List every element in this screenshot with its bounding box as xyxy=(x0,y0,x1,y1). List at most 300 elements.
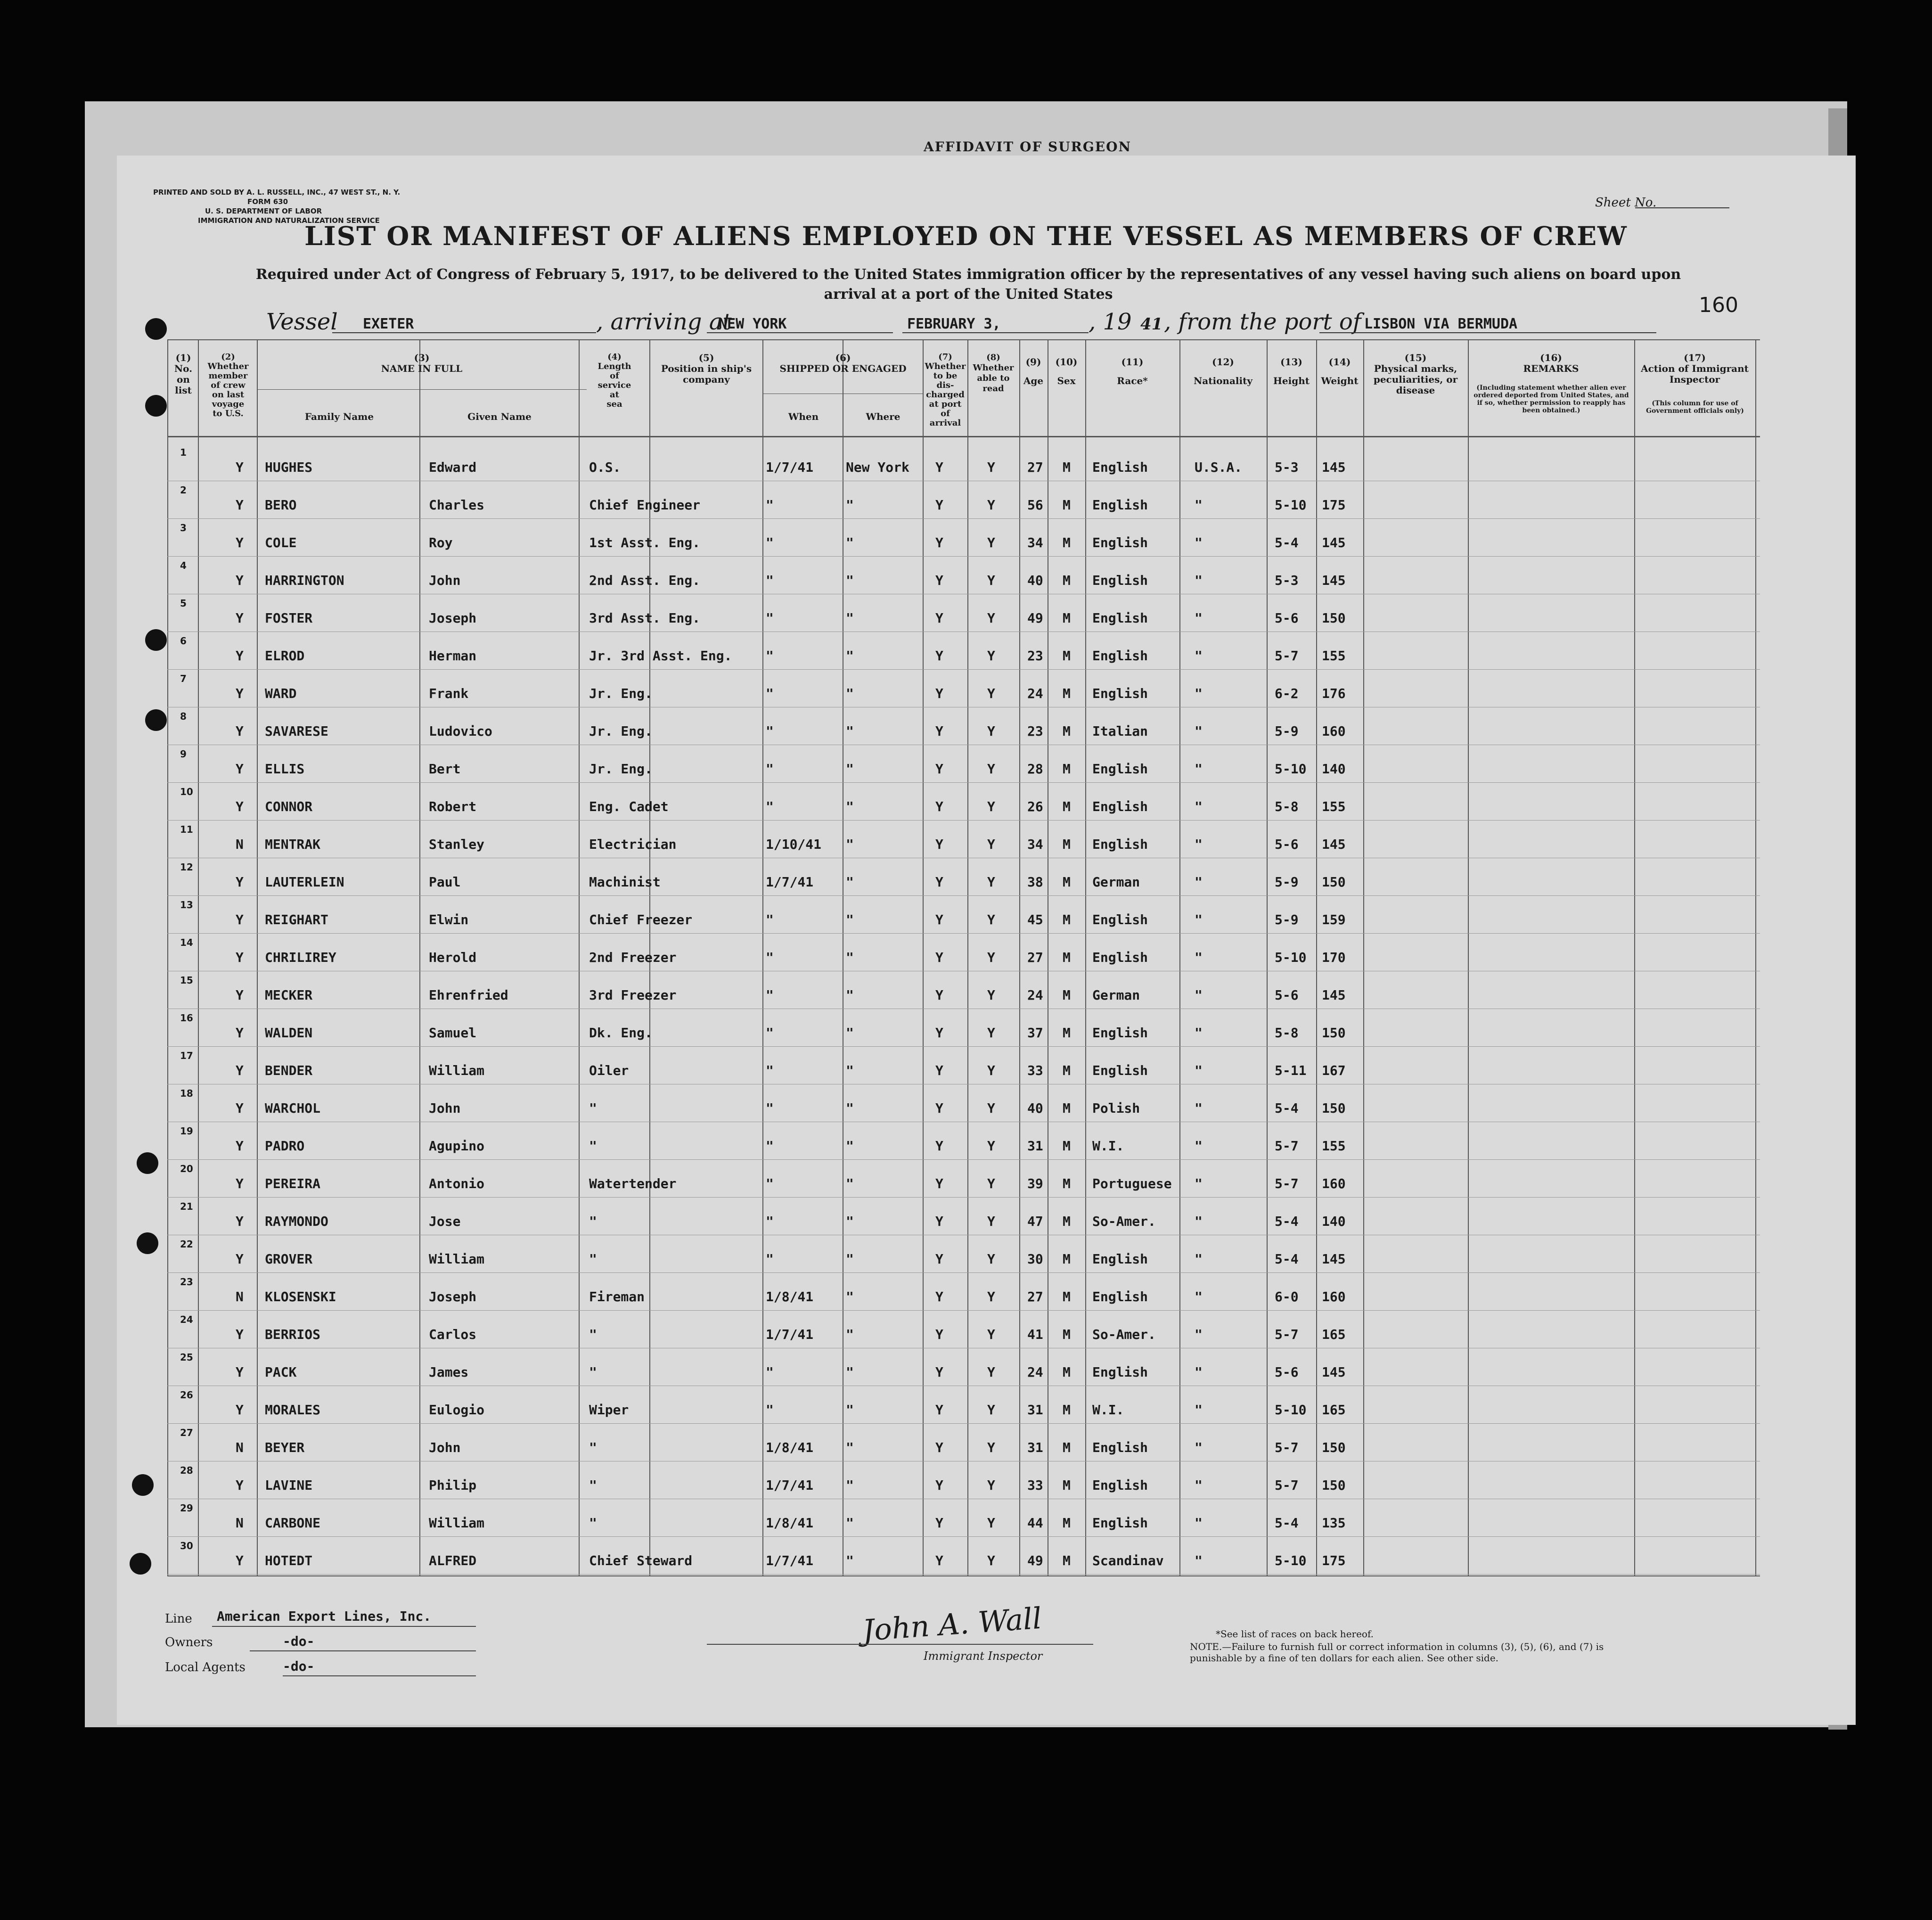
cell-disch: Y xyxy=(935,1553,943,1568)
row-rule xyxy=(167,1197,1760,1198)
cell-nat: " xyxy=(1195,497,1203,513)
cell-age: 30 xyxy=(1027,1251,1043,1267)
header-col-11: (11) Race* xyxy=(1117,356,1148,386)
cell-disch: Y xyxy=(935,1440,943,1455)
cell-pos: " xyxy=(589,1214,597,1229)
cell-prev: Y xyxy=(236,1477,244,1493)
cell-race: English xyxy=(1092,799,1148,814)
cell-prev: N xyxy=(236,1515,244,1531)
header-col-13: (13) Height xyxy=(1273,356,1310,386)
printer-line: FORM 630 xyxy=(247,197,288,206)
column-rule xyxy=(419,339,420,1576)
cell-disch: Y xyxy=(935,686,943,701)
cell-race: German xyxy=(1092,874,1140,890)
cell-age: 33 xyxy=(1027,1063,1043,1078)
cell-height: 5-10 xyxy=(1275,761,1307,777)
signature-line xyxy=(707,1644,1093,1645)
owners-label: Owners xyxy=(165,1635,213,1649)
cell-prev: Y xyxy=(236,1138,244,1154)
cell-nat: " xyxy=(1195,1553,1203,1568)
cell-where: " xyxy=(846,1100,854,1116)
cell-disch: Y xyxy=(935,912,943,927)
cell-age: 37 xyxy=(1027,1025,1043,1041)
cell-race: English xyxy=(1092,648,1148,664)
row-rule xyxy=(167,820,1760,821)
cell-given: William xyxy=(429,1251,485,1267)
cell-weight: 175 xyxy=(1322,1553,1346,1568)
cell-prev: Y xyxy=(236,1251,244,1267)
cell-height: 5-7 xyxy=(1275,1440,1299,1455)
cell-pos: Chief Engineer xyxy=(589,497,701,513)
cell-sex: M xyxy=(1063,1553,1071,1568)
cell-age: 40 xyxy=(1027,1100,1043,1116)
header-col-2: (2) Whether member of crew on last voyage to U.S. xyxy=(207,352,249,418)
cell-age: 28 xyxy=(1027,761,1043,777)
cell-height: 6-2 xyxy=(1275,686,1299,701)
cell-weight: 150 xyxy=(1322,1477,1346,1493)
cell-weight: 165 xyxy=(1322,1402,1346,1418)
cell-race: Italian xyxy=(1092,723,1148,739)
cell-given: Robert xyxy=(429,799,477,814)
header-bottom-rule xyxy=(167,436,1760,437)
row-number: 24 xyxy=(180,1314,193,1325)
cell-when: 1/8/41 xyxy=(766,1440,814,1455)
cell-height: 5-7 xyxy=(1275,1138,1299,1154)
cell-sex: M xyxy=(1063,950,1071,965)
cell-weight: 145 xyxy=(1322,459,1346,475)
header-col-5: (5) Position in ship's company xyxy=(661,352,752,385)
cell-given: Stanley xyxy=(429,837,485,852)
row-number: 17 xyxy=(180,1050,193,1061)
cell-sex: M xyxy=(1063,1477,1071,1493)
cell-nat: " xyxy=(1195,1477,1203,1493)
cell-read: Y xyxy=(987,912,995,927)
header-col-17: (17) Action of Immigrant Inspector xyxy=(1641,352,1749,385)
cell-sex: M xyxy=(1063,1176,1071,1191)
cell-pos: Jr. Eng. xyxy=(589,686,653,701)
cell-age: 49 xyxy=(1027,1553,1043,1568)
cell-race: English xyxy=(1092,837,1148,852)
cell-nat: " xyxy=(1195,610,1203,626)
row-rule xyxy=(167,1272,1760,1273)
cell-weight: 167 xyxy=(1322,1063,1346,1078)
cell-height: 5-6 xyxy=(1275,610,1299,626)
cell-given: Antonio xyxy=(429,1176,485,1191)
column-rule xyxy=(1179,339,1180,1576)
cell-age: 23 xyxy=(1027,723,1043,739)
cell-sex: M xyxy=(1063,1440,1071,1455)
cell-pos: " xyxy=(589,1100,597,1116)
cell-given: Bert xyxy=(429,761,461,777)
cell-race: English xyxy=(1092,535,1148,550)
cell-where: " xyxy=(846,987,854,1003)
cell-when: " xyxy=(766,1138,774,1154)
from-port-underline xyxy=(1319,332,1656,333)
header-col-6: (6) SHIPPED OR ENGAGED xyxy=(779,352,907,374)
cell-when: " xyxy=(766,1176,774,1191)
cell-nat: " xyxy=(1195,686,1203,701)
cell-family: CHRILIREY xyxy=(265,950,336,965)
cell-nat: " xyxy=(1195,1063,1203,1078)
cell-where: " xyxy=(846,1289,854,1305)
column-rule xyxy=(923,339,924,1576)
cell-nat: " xyxy=(1195,799,1203,814)
cell-weight: 176 xyxy=(1322,686,1346,701)
cell-when: " xyxy=(766,1364,774,1380)
header-where: Where xyxy=(866,411,901,422)
cell-pos: 1st Asst. Eng. xyxy=(589,535,701,550)
cell-nat: " xyxy=(1195,912,1203,927)
cell-when: 1/8/41 xyxy=(766,1289,814,1305)
cell-when: 1/7/41 xyxy=(766,459,814,475)
cell-race: So-Amer. xyxy=(1092,1327,1156,1342)
cell-family: MENTRAK xyxy=(265,837,321,852)
cell-age: 44 xyxy=(1027,1515,1043,1531)
cell-read: Y xyxy=(987,874,995,890)
row-number: 8 xyxy=(180,711,187,722)
cell-read: Y xyxy=(987,686,995,701)
cell-given: Philip xyxy=(429,1477,477,1493)
cell-family: BENDER xyxy=(265,1063,313,1078)
cell-given: Roy xyxy=(429,535,453,550)
cell-when: " xyxy=(766,799,774,814)
cell-weight: 140 xyxy=(1322,1214,1346,1229)
row-rule xyxy=(167,1046,1760,1047)
row-rule xyxy=(167,556,1760,557)
cell-read: Y xyxy=(987,459,995,475)
cell-prev: Y xyxy=(236,987,244,1003)
cell-disch: Y xyxy=(935,1100,943,1116)
cell-disch: Y xyxy=(935,723,943,739)
header-family-name: Family Name xyxy=(304,411,374,422)
column-rule xyxy=(198,339,199,1576)
row-number: 27 xyxy=(180,1427,193,1438)
cell-height: 5-4 xyxy=(1275,1100,1299,1116)
cell-sex: M xyxy=(1063,1100,1071,1116)
cell-nat: " xyxy=(1195,573,1203,588)
cell-when: " xyxy=(766,1100,774,1116)
cell-race: English xyxy=(1092,761,1148,777)
cell-prev: Y xyxy=(236,799,244,814)
cell-age: 26 xyxy=(1027,799,1043,814)
punch-hole xyxy=(137,1152,158,1174)
cell-family: REIGHART xyxy=(265,912,328,927)
cell-given: Jose xyxy=(429,1214,461,1229)
cell-weight: 159 xyxy=(1322,912,1346,927)
row-rule xyxy=(167,933,1760,934)
cell-where: " xyxy=(846,837,854,852)
cell-height: 5-10 xyxy=(1275,1402,1307,1418)
cell-disch: Y xyxy=(935,799,943,814)
cell-pos: " xyxy=(589,1515,597,1531)
cell-read: Y xyxy=(987,761,995,777)
cell-sex: M xyxy=(1063,723,1071,739)
cell-prev: N xyxy=(236,1289,244,1305)
cell-pos: Watertender xyxy=(589,1176,677,1191)
printer-line: IMMIGRATION AND NATURALIZATION SERVICE xyxy=(198,216,380,225)
cell-when: " xyxy=(766,1025,774,1041)
cell-prev: Y xyxy=(236,1100,244,1116)
row-number: 20 xyxy=(180,1163,193,1174)
cell-read: Y xyxy=(987,1364,995,1380)
cell-when: " xyxy=(766,573,774,588)
cell-pos: Chief Freezer xyxy=(589,912,693,927)
column-rule xyxy=(1634,339,1635,1576)
cell-nat: " xyxy=(1195,1402,1203,1418)
punch-hole xyxy=(145,629,167,651)
cell-weight: 145 xyxy=(1322,837,1346,852)
cell-prev: Y xyxy=(236,1327,244,1342)
cell-disch: Y xyxy=(935,497,943,513)
vessel-label: Vessel xyxy=(266,309,338,335)
cell-prev: Y xyxy=(236,1025,244,1041)
punch-hole xyxy=(145,318,167,340)
cell-prev: N xyxy=(236,837,244,852)
cell-weight: 175 xyxy=(1322,497,1346,513)
cell-prev: Y xyxy=(236,686,244,701)
cell-family: MECKER xyxy=(265,987,313,1003)
cell-prev: Y xyxy=(236,1176,244,1191)
cell-nat: U.S.A. xyxy=(1195,459,1243,475)
cell-read: Y xyxy=(987,1138,995,1154)
cell-when: 1/10/41 xyxy=(766,837,822,852)
inspector-label: Immigrant Inspector xyxy=(924,1649,1043,1663)
cell-disch: Y xyxy=(935,1176,943,1191)
cell-weight: 160 xyxy=(1322,1289,1346,1305)
cell-sex: M xyxy=(1063,1063,1071,1078)
cell-where: " xyxy=(846,1025,854,1041)
cell-disch: Y xyxy=(935,761,943,777)
cell-given: John xyxy=(429,1100,461,1116)
cell-height: 5-7 xyxy=(1275,1477,1299,1493)
affidavit-heading: AFFIDAVIT OF SURGEON xyxy=(924,139,1132,155)
cell-family: PEREIRA xyxy=(265,1176,321,1191)
cell-age: 24 xyxy=(1027,987,1043,1003)
cell-race: English xyxy=(1092,573,1148,588)
cell-disch: Y xyxy=(935,1327,943,1342)
column-rule xyxy=(1267,339,1268,1576)
cell-where: " xyxy=(846,535,854,550)
punch-hole xyxy=(145,395,167,417)
cell-weight: 145 xyxy=(1322,1364,1346,1380)
cell-weight: 135 xyxy=(1322,1515,1346,1531)
row-number: 22 xyxy=(180,1239,193,1250)
cell-prev: Y xyxy=(236,723,244,739)
cell-sex: M xyxy=(1063,1515,1071,1531)
cell-given: John xyxy=(429,1440,461,1455)
cell-disch: Y xyxy=(935,1402,943,1418)
row-number: 1 xyxy=(180,447,187,458)
cell-where: " xyxy=(846,1176,854,1191)
column-rule xyxy=(167,339,168,1576)
cell-pos: 2nd Asst. Eng. xyxy=(589,573,701,588)
cell-pos: " xyxy=(589,1138,597,1154)
cell-pos: Machinist xyxy=(589,874,661,890)
cell-when: " xyxy=(766,723,774,739)
cell-when: " xyxy=(766,912,774,927)
cell-sex: M xyxy=(1063,459,1071,475)
cell-nat: " xyxy=(1195,761,1203,777)
cell-sex: M xyxy=(1063,1138,1071,1154)
cell-when: " xyxy=(766,1214,774,1229)
cell-age: 27 xyxy=(1027,1289,1043,1305)
row-rule xyxy=(167,518,1760,519)
cell-age: 49 xyxy=(1027,610,1043,626)
cell-where: " xyxy=(846,1138,854,1154)
column-rule xyxy=(1316,339,1317,1576)
cell-where: " xyxy=(846,799,854,814)
cell-prev: Y xyxy=(236,573,244,588)
cell-height: 5-4 xyxy=(1275,1515,1299,1531)
cell-sex: M xyxy=(1063,987,1071,1003)
cell-given: Edward xyxy=(429,459,477,475)
cell-weight: 155 xyxy=(1322,1138,1346,1154)
cell-prev: N xyxy=(236,1440,244,1455)
cell-read: Y xyxy=(987,1402,995,1418)
row-number: 10 xyxy=(180,786,193,797)
cell-race: English xyxy=(1092,686,1148,701)
cell-weight: 160 xyxy=(1322,723,1346,739)
cell-disch: Y xyxy=(935,1251,943,1267)
cell-read: Y xyxy=(987,648,995,664)
cell-family: LAUTERLEIN xyxy=(265,874,344,890)
cell-given: James xyxy=(429,1364,469,1380)
arrival-year: 41 xyxy=(1140,315,1163,334)
cell-pos: Wiper xyxy=(589,1402,629,1418)
cell-sex: M xyxy=(1063,535,1071,550)
row-number: 29 xyxy=(180,1502,193,1514)
cell-given: Samuel xyxy=(429,1025,477,1041)
cell-family: CARBONE xyxy=(265,1515,321,1531)
cell-age: 33 xyxy=(1027,1477,1043,1493)
cell-weight: 160 xyxy=(1322,1176,1346,1191)
row-number: 21 xyxy=(180,1201,193,1212)
cell-when: " xyxy=(766,686,774,701)
header-col-3: (3) NAME IN FULL xyxy=(381,352,463,374)
cell-nat: " xyxy=(1195,648,1203,664)
punch-hole xyxy=(130,1553,151,1575)
cell-age: 34 xyxy=(1027,837,1043,852)
cell-sex: M xyxy=(1063,610,1071,626)
column-rule xyxy=(1468,339,1469,1576)
cell-family: KLOSENSKI xyxy=(265,1289,336,1305)
cell-height: 5-9 xyxy=(1275,912,1299,927)
cell-weight: 155 xyxy=(1322,648,1346,664)
header-col-8: (8) Whether able to read xyxy=(973,353,1014,394)
printer-imprint xyxy=(153,188,400,225)
cell-height: 5-10 xyxy=(1275,950,1307,965)
cell-age: 31 xyxy=(1027,1138,1043,1154)
cell-given: Herold xyxy=(429,950,477,965)
cell-family: BERRIOS xyxy=(265,1327,321,1342)
from-label: , from the port of xyxy=(1164,309,1361,335)
cell-disch: Y xyxy=(935,1025,943,1041)
cell-read: Y xyxy=(987,950,995,965)
cell-prev: Y xyxy=(236,1063,244,1078)
cell-pos: " xyxy=(589,1327,597,1342)
cell-pos: 3rd Freezer xyxy=(589,987,677,1003)
races-note: *See list of races on back hereof. xyxy=(1216,1628,1374,1640)
cell-age: 39 xyxy=(1027,1176,1043,1191)
column-rule xyxy=(1755,339,1756,1576)
cell-family: HOTEDT xyxy=(265,1553,313,1568)
cell-weight: 145 xyxy=(1322,987,1346,1003)
cell-family: WARD xyxy=(265,686,297,701)
year-prefix: , 19 xyxy=(1089,309,1132,335)
cell-nat: " xyxy=(1195,1138,1203,1154)
cell-race: English xyxy=(1092,1251,1148,1267)
cell-given: Agupino xyxy=(429,1138,485,1154)
header-col-4: (4) Length of service at sea xyxy=(598,352,631,409)
cell-where: " xyxy=(846,686,854,701)
row-number: 7 xyxy=(180,673,187,684)
cell-where: " xyxy=(846,1477,854,1493)
cell-where: " xyxy=(846,1063,854,1078)
cell-read: Y xyxy=(987,535,995,550)
cell-prev: Y xyxy=(236,1364,244,1380)
cell-pos: O.S. xyxy=(589,459,621,475)
page-title: LIST OR MANIFEST OF ALIENS EMPLOYED ON THE VESSEL AS MEMBERS OF CREW xyxy=(304,221,1628,251)
cell-given: Joseph xyxy=(429,1289,477,1305)
cell-family: HARRINGTON xyxy=(265,573,344,588)
cell-pos: Dk. Eng. xyxy=(589,1025,653,1041)
row-number: 28 xyxy=(180,1465,193,1476)
row-number: 3 xyxy=(180,522,187,533)
cell-disch: Y xyxy=(935,1063,943,1078)
arrival-port: NEW YORK xyxy=(719,316,787,332)
cell-prev: Y xyxy=(236,761,244,777)
cell-family: BEYER xyxy=(265,1440,305,1455)
agents-value: -do- xyxy=(283,1658,315,1674)
cell-sex: M xyxy=(1063,686,1071,701)
cell-race: Polish xyxy=(1092,1100,1140,1116)
cell-height: 5-10 xyxy=(1275,497,1307,513)
row-number: 9 xyxy=(180,748,187,760)
cell-read: Y xyxy=(987,1063,995,1078)
cell-height: 5-7 xyxy=(1275,1176,1299,1191)
cell-when: " xyxy=(766,950,774,965)
cell-sex: M xyxy=(1063,874,1071,890)
cell-race: English xyxy=(1092,950,1148,965)
cell-nat: " xyxy=(1195,1440,1203,1455)
cell-when: 1/7/41 xyxy=(766,1327,814,1342)
cell-height: 5-4 xyxy=(1275,1251,1299,1267)
row-number: 11 xyxy=(180,824,193,835)
cell-race: English xyxy=(1092,497,1148,513)
cell-height: 5-3 xyxy=(1275,459,1299,475)
row-rule xyxy=(167,895,1760,896)
cell-family: MORALES xyxy=(265,1402,321,1418)
punch-hole xyxy=(137,1232,158,1254)
cell-read: Y xyxy=(987,799,995,814)
cell-when: 1/8/41 xyxy=(766,1515,814,1531)
row-number: 5 xyxy=(180,598,187,609)
cell-given: Charles xyxy=(429,497,485,513)
cell-weight: 150 xyxy=(1322,1440,1346,1455)
cell-pos: Jr. 3rd Asst. Eng. xyxy=(589,648,732,664)
cell-read: Y xyxy=(987,1100,995,1116)
cell-height: 5-4 xyxy=(1275,1214,1299,1229)
page-number: 160 xyxy=(1699,293,1738,317)
cell-when: " xyxy=(766,1402,774,1418)
arriving-label: , arriving at xyxy=(596,309,732,335)
cell-nat: " xyxy=(1195,1176,1203,1191)
cell-read: Y xyxy=(987,1176,995,1191)
cell-when: 1/7/41 xyxy=(766,1477,814,1493)
cell-prev: Y xyxy=(236,497,244,513)
header-col-16: (16) REMARKS xyxy=(1523,352,1579,374)
vessel-name: EXETER xyxy=(363,316,414,332)
